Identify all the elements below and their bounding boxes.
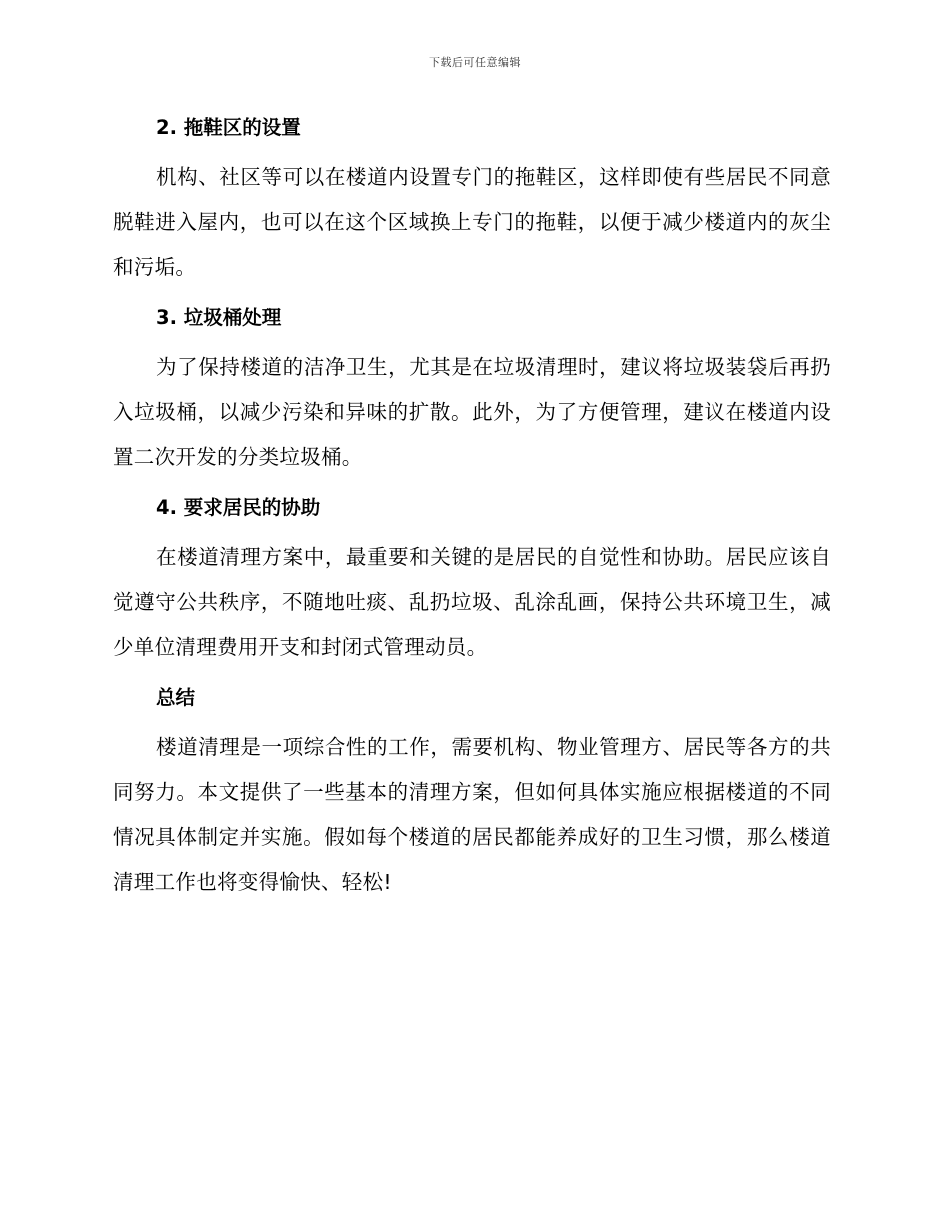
section-heading: 3. 垃圾桶处理 [156, 306, 282, 329]
section-paragraph: 在楼道清理方案中，最重要和关键的是居民的自觉性和协助。居民应该自觉遵守公共秩序，不随地吐痰、乱扔垃圾、乱涂乱画，保持公共环境卫生，减少单位清理费用开支和封闭式管理动员。 [113, 545, 831, 659]
document-body [113, 112, 831, 917]
page-header: 下载后可任意编辑 [429, 56, 521, 69]
section-summary [113, 682, 831, 905]
section-trash-bin [113, 302, 831, 480]
section-paragraph: 为了保持楼道的洁净卫生，尤其是在垃圾清理时，建议将垃圾装袋后再扔入垃圾桶，以减少污染和异味的扩散。此外，为了方便管理，建议在楼道内设置二次开发的分类垃圾桶。 [113, 355, 831, 469]
section-heading: 4. 要求居民的协助 [156, 496, 321, 519]
section-paragraph: 机构、社区等可以在楼道内设置专门的拖鞋区，这样即使有些居民不同意脱鞋进入屋内，也可以在这个区域换上专门的拖鞋，以便于减少楼道内的灰尘和污垢。 [113, 165, 831, 279]
section-resident-cooperation [113, 492, 831, 670]
section-heading: 总结 [156, 686, 196, 709]
section-slipper-area [113, 112, 831, 290]
section-paragraph: 楼道清理是一项综合性的工作，需要机构、物业管理方、居民等各方的共同努力。本文提供了一些基本的清理方案，但如何具体实施应根据楼道的不同情况具体制定并实施。假如每个楼道的居民都能养成好的卫生习惯，那么楼道清理工作也将变得愉快、轻松! [113, 735, 831, 894]
section-heading: 2. 拖鞋区的设置 [156, 116, 301, 139]
